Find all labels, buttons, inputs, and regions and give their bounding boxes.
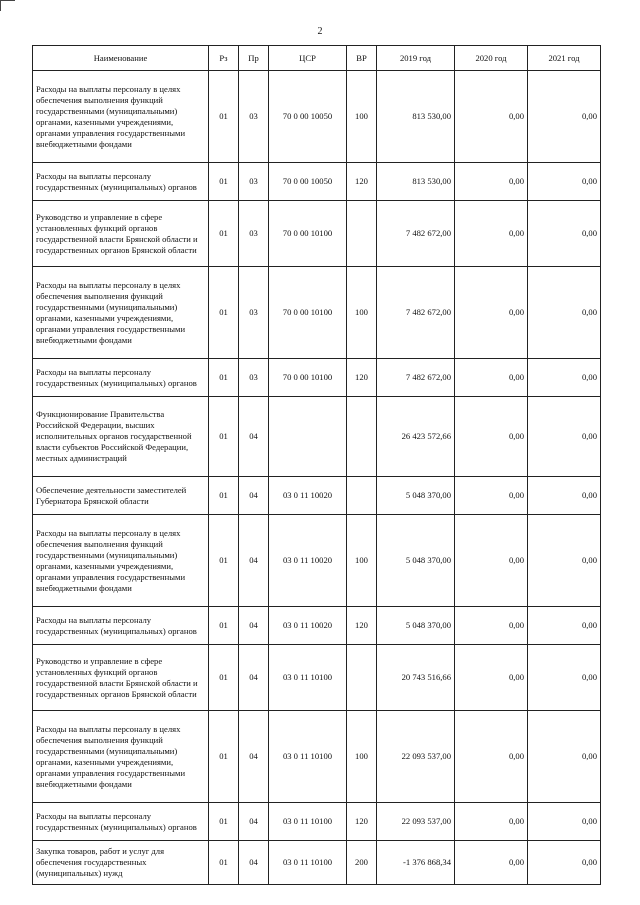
cell-pr: 04: [239, 477, 269, 515]
cell-pr: 04: [239, 803, 269, 841]
cell-2019: 813 530,00: [377, 163, 455, 201]
cell-csr: 03 0 11 10100: [269, 803, 347, 841]
table-row: [33, 267, 601, 359]
cell-pr: 03: [239, 201, 269, 267]
cell-rz: 01: [209, 841, 239, 885]
cell-rz: 01: [209, 201, 239, 267]
cell-name: Обеспечение деятельности заместителей Губернатора Брянской области: [33, 477, 209, 515]
cell-2020: 0,00: [455, 515, 528, 607]
cell-csr: 03 0 11 10100: [269, 645, 347, 711]
cell-csr: 03 0 11 10020: [269, 515, 347, 607]
cell-2020: 0,00: [455, 71, 528, 163]
table-row: [33, 477, 601, 515]
cell-name: Расходы на выплаты персоналу в целях обеспечения выполнения функций государственными (муниципальными) органами, казенными учреждениями, органами управления государственными внебюджетными фондами: [33, 267, 209, 359]
cell-rz: 01: [209, 711, 239, 803]
cell-2021: 0,00: [528, 803, 601, 841]
cell-2019: 22 093 537,00: [377, 803, 455, 841]
cell-2021: 0,00: [528, 711, 601, 803]
cell-rz: 01: [209, 163, 239, 201]
cell-pr: 04: [239, 711, 269, 803]
cell-vr: 100: [347, 515, 377, 607]
cell-vr: 120: [347, 607, 377, 645]
cell-pr: 04: [239, 397, 269, 477]
cell-vr: 100: [347, 711, 377, 803]
cell-rz: 01: [209, 267, 239, 359]
table-row: [33, 163, 601, 201]
cell-2021: 0,00: [528, 163, 601, 201]
cell-2020: 0,00: [455, 711, 528, 803]
cell-pr: 04: [239, 841, 269, 885]
cell-2019: 5 048 370,00: [377, 607, 455, 645]
cell-name: Закупка товаров, работ и услуг для обеспечения государственных (муниципальных) нужд: [33, 841, 209, 885]
cell-2020: 0,00: [455, 267, 528, 359]
header-pr: Пр: [239, 46, 269, 71]
cell-vr: 120: [347, 163, 377, 201]
cell-vr: 120: [347, 359, 377, 397]
header-2020: 2020 год: [455, 46, 528, 71]
cell-vr: [347, 201, 377, 267]
cell-2019: 26 423 572,66: [377, 397, 455, 477]
cell-csr: 70 0 00 10100: [269, 267, 347, 359]
table-row: [33, 645, 601, 711]
cell-rz: 01: [209, 803, 239, 841]
cell-2020: 0,00: [455, 397, 528, 477]
table-row: [33, 71, 601, 163]
cell-csr: [269, 397, 347, 477]
cell-vr: 100: [347, 267, 377, 359]
cell-rz: 01: [209, 477, 239, 515]
cell-vr: [347, 477, 377, 515]
table-row: [33, 711, 601, 803]
cell-2019: 20 743 516,66: [377, 645, 455, 711]
cell-2021: 0,00: [528, 71, 601, 163]
cell-2019: 5 048 370,00: [377, 515, 455, 607]
cell-pr: 04: [239, 515, 269, 607]
cell-csr: 03 0 11 10100: [269, 841, 347, 885]
cell-name: Расходы на выплаты персоналу государственных (муниципальных) органов: [33, 359, 209, 397]
cell-name: Расходы на выплаты персоналу в целях обеспечения выполнения функций государственными (муниципальными) органами, казенными учреждениями, органами управления государственными внебюджетными фондами: [33, 711, 209, 803]
header-2021: 2021 год: [528, 46, 601, 71]
cell-2019: 7 482 672,00: [377, 359, 455, 397]
table-row: [33, 515, 601, 607]
cell-name: Расходы на выплаты персоналу в целях обеспечения выполнения функций государственными (муниципальными) органами, казенными учреждениями, органами управления государственными внебюджетными фондами: [33, 515, 209, 607]
cell-vr: 120: [347, 803, 377, 841]
cell-2020: 0,00: [455, 201, 528, 267]
cell-rz: 01: [209, 397, 239, 477]
cell-2019: 7 482 672,00: [377, 267, 455, 359]
header-rz: Рз: [209, 46, 239, 71]
cell-name: Руководство и управление в сфере установленных функций органов государственной власти Брянской области и государственных органов Брянской области: [33, 201, 209, 267]
cell-2019: 813 530,00: [377, 71, 455, 163]
header-csr: ЦСР: [269, 46, 347, 71]
cell-vr: [347, 397, 377, 477]
cell-pr: 03: [239, 359, 269, 397]
header-vr: ВР: [347, 46, 377, 71]
budget-table: [32, 45, 601, 885]
cell-2019: 22 093 537,00: [377, 711, 455, 803]
cell-2021: 0,00: [528, 359, 601, 397]
header-name: Наименование: [33, 46, 209, 71]
cell-name: Функционирование Правительства Российской Федерации, высших исполнительных органов государственной власти субъектов Российской Федерации, местных администраций: [33, 397, 209, 477]
cell-2021: 0,00: [528, 477, 601, 515]
cell-pr: 03: [239, 71, 269, 163]
corner-scan-mark: [0, 0, 15, 11]
table-row: [33, 841, 601, 885]
cell-2021: 0,00: [528, 201, 601, 267]
cell-2020: 0,00: [455, 803, 528, 841]
page-number: 2: [317, 26, 323, 37]
cell-rz: 01: [209, 645, 239, 711]
cell-2021: 0,00: [528, 267, 601, 359]
cell-2019: 7 482 672,00: [377, 201, 455, 267]
cell-pr: 04: [239, 607, 269, 645]
cell-csr: 03 0 11 10100: [269, 711, 347, 803]
cell-name: Расходы на выплаты персоналу государственных (муниципальных) органов: [33, 803, 209, 841]
cell-csr: 03 0 11 10020: [269, 607, 347, 645]
cell-vr: [347, 645, 377, 711]
cell-name: Расходы на выплаты персоналу в целях обеспечения выполнения функций государственными (муниципальными) органами, казенными учреждениями, органами управления государственными внебюджетными фондами: [33, 71, 209, 163]
cell-2020: 0,00: [455, 841, 528, 885]
cell-csr: 70 0 00 10050: [269, 163, 347, 201]
cell-pr: 03: [239, 267, 269, 359]
cell-2021: 0,00: [528, 397, 601, 477]
cell-2019: 5 048 370,00: [377, 477, 455, 515]
cell-2020: 0,00: [455, 645, 528, 711]
cell-csr: 70 0 00 10100: [269, 359, 347, 397]
cell-2020: 0,00: [455, 163, 528, 201]
cell-2019: -1 376 868,34: [377, 841, 455, 885]
cell-vr: 200: [347, 841, 377, 885]
cell-rz: 01: [209, 607, 239, 645]
cell-2021: 0,00: [528, 645, 601, 711]
cell-2021: 0,00: [528, 515, 601, 607]
cell-2021: 0,00: [528, 607, 601, 645]
header-2019: 2019 год: [377, 46, 455, 71]
cell-name: Руководство и управление в сфере установленных функций органов государственной власти Брянской области и государственных органов Брянской области: [33, 645, 209, 711]
cell-2020: 0,00: [455, 359, 528, 397]
cell-pr: 03: [239, 163, 269, 201]
cell-2020: 0,00: [455, 477, 528, 515]
cell-rz: 01: [209, 515, 239, 607]
cell-rz: 01: [209, 71, 239, 163]
cell-csr: 70 0 00 10050: [269, 71, 347, 163]
cell-2020: 0,00: [455, 607, 528, 645]
table-row: [33, 201, 601, 267]
cell-vr: 100: [347, 71, 377, 163]
cell-2021: 0,00: [528, 841, 601, 885]
cell-csr: 70 0 00 10100: [269, 201, 347, 267]
cell-pr: 04: [239, 645, 269, 711]
cell-name: Расходы на выплаты персоналу государственных (муниципальных) органов: [33, 163, 209, 201]
cell-rz: 01: [209, 359, 239, 397]
table-row: [33, 359, 601, 397]
table-row: [33, 803, 601, 841]
header-row: [33, 46, 601, 71]
cell-csr: 03 0 11 10020: [269, 477, 347, 515]
table-row: [33, 607, 601, 645]
table-row: [33, 397, 601, 477]
cell-name: Расходы на выплаты персоналу государственных (муниципальных) органов: [33, 607, 209, 645]
